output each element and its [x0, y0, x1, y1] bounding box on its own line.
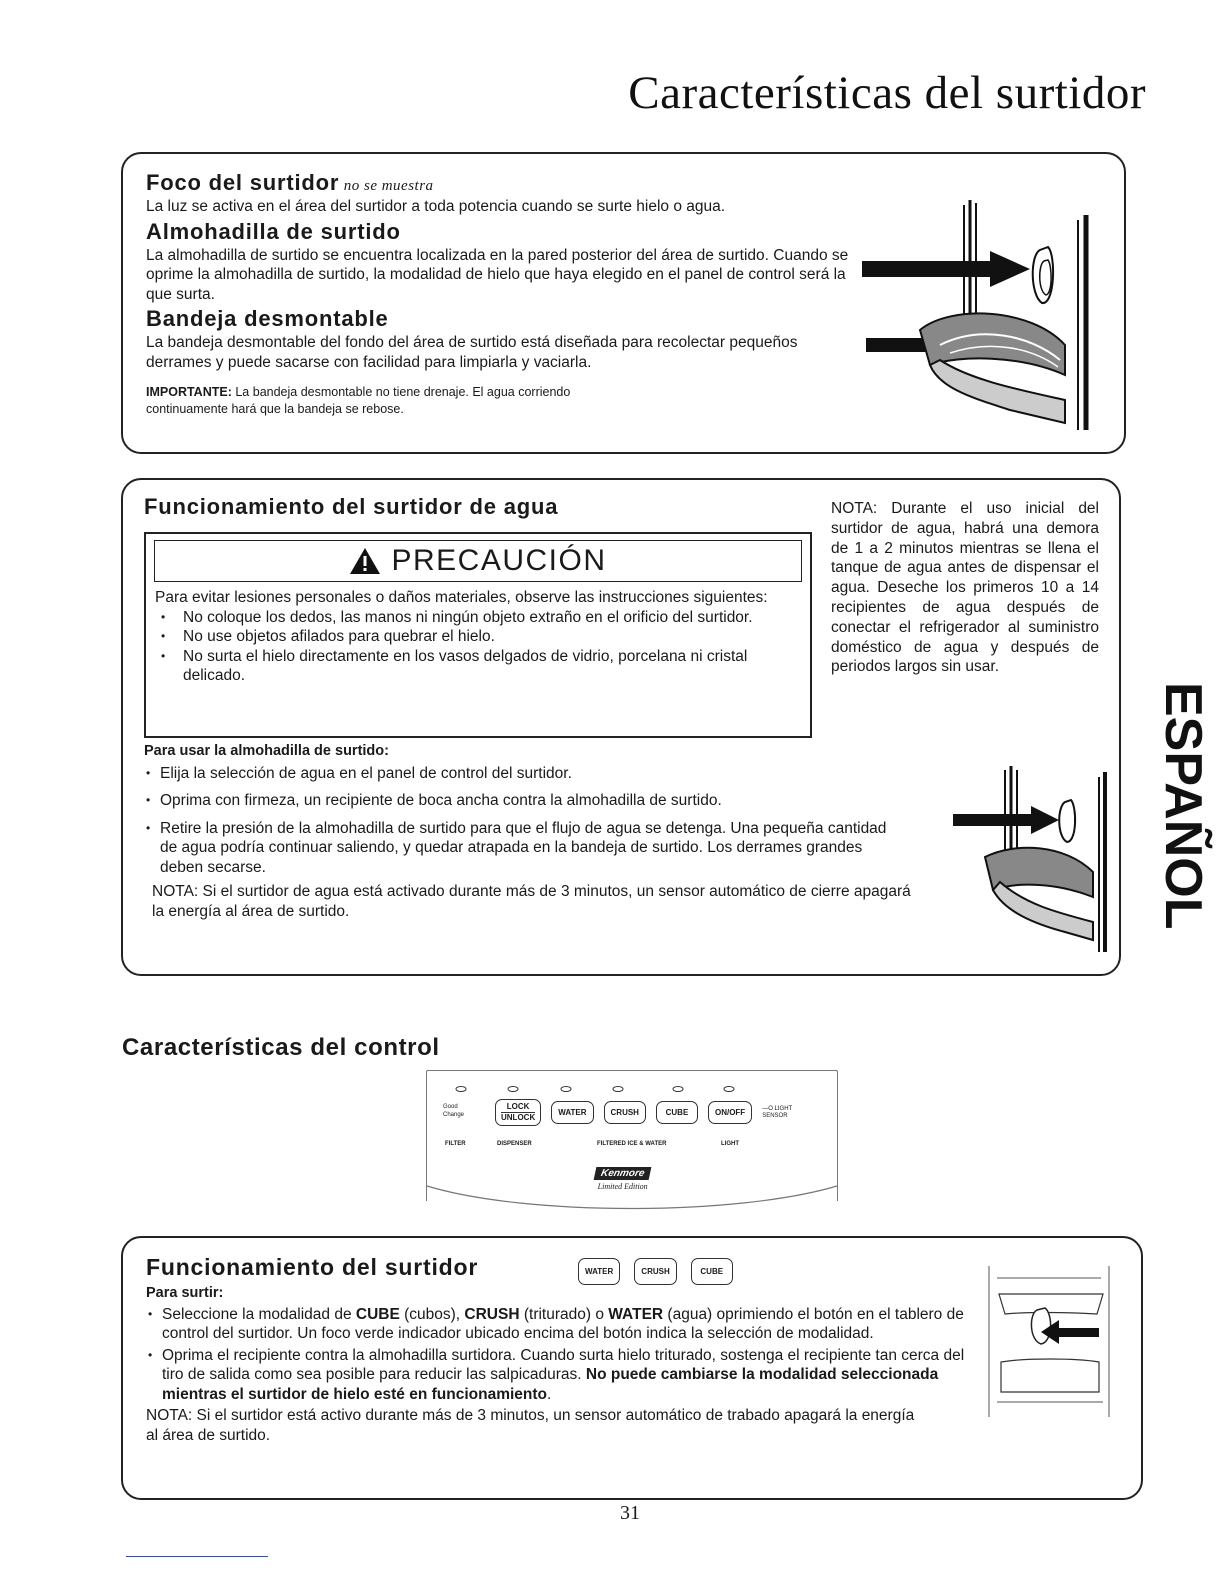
language-side-tab-text: ESPAÑOL — [1154, 682, 1212, 930]
nota3 — [146, 1406, 926, 1445]
nota2 — [144, 882, 914, 921]
caution-item: • No coloque los dedos, las manos ni ningún objeto extraño en el orificio del surtidor. — [155, 608, 807, 628]
dispenser-small-illustration-icon — [945, 762, 1115, 957]
cube-word: CUBE — [355, 1305, 400, 1323]
filtered-label: FILTERED ICE & WATER — [597, 1141, 667, 1147]
caution-item: • No use objetos afilados para quebrar el hielo. — [155, 627, 807, 647]
footer-rule — [126, 1556, 268, 1557]
indicator-lights — [453, 1083, 753, 1095]
brand-sub: Limited Edition — [597, 1182, 648, 1191]
water-word: WATER — [608, 1305, 664, 1323]
nota2-label: NOTA: — [152, 883, 199, 900]
filter-states — [443, 1103, 464, 1119]
crush-button[interactable]: CRUSH — [604, 1101, 646, 1124]
dispenser-label: DISPENSER — [497, 1141, 532, 1147]
text-run: (cubos), — [399, 1305, 465, 1323]
almohadilla-heading: Almohadilla de surtido — [146, 218, 401, 244]
water-mode-button[interactable]: WATER — [578, 1258, 620, 1285]
language-side-tab — [1136, 672, 1212, 930]
caution-title: PRECAUCIÓN — [391, 544, 607, 577]
foco-heading: Foco del surtidor — [146, 170, 340, 195]
foco-note: no se muestra — [343, 178, 434, 194]
unlock-label: UNLOCK — [501, 1113, 536, 1122]
brand-logo — [595, 1167, 650, 1191]
page-number: 31 — [620, 1502, 640, 1524]
dispenser-front-illustration-icon — [985, 1262, 1115, 1422]
lock-button[interactable] — [495, 1099, 541, 1126]
water-button[interactable]: WATER — [551, 1101, 593, 1124]
foco-heading-row — [146, 170, 856, 196]
nota2-text: Si el surtidor de agua está activado durante más de 3 minutos, un sensor automático de cierre apagará la energía al área de surtido. — [152, 883, 911, 920]
filter-good: Good — [443, 1104, 458, 1110]
surtir-list — [146, 1305, 966, 1405]
nota3-label: NOTA: — [146, 1407, 193, 1424]
nota3-text: Si el surtidor está activo durante más de 3 minutos, un sensor automático de trabado apagará la energía al área de surtido. — [146, 1407, 915, 1444]
cube-mode-button[interactable]: CUBE — [691, 1258, 733, 1285]
filter-change: Change — [443, 1112, 465, 1118]
bandeja-text: La bandeja desmontable del fondo del área de surtido está diseñada para recolectar pequeños derrames y puede sacarse con facilidad para limpiarla y vaciarla. — [146, 334, 798, 371]
on-off-button[interactable]: ON/OFF — [708, 1101, 752, 1124]
water-dispenser-heading: Funcionamiento del surtidor de agua — [144, 494, 559, 519]
lock-label: LOCK — [506, 1102, 530, 1111]
cube-button[interactable]: CUBE — [656, 1101, 698, 1124]
warning-triangle-icon — [349, 547, 381, 575]
control-panel — [426, 1070, 838, 1201]
para-surtir: Para surtir: — [146, 1285, 224, 1301]
importante-label: IMPORTANTE: — [146, 385, 232, 399]
surtir-item-1 — [146, 1305, 966, 1344]
caution-header — [154, 540, 802, 582]
nota-label: NOTA: — [831, 500, 878, 517]
almohadilla-text: La almohadilla de surtido se encuentra localizada en la pared posterior del área de surtido. Cuando se oprime la almohadilla de surtido, la modalidad de hielo que haya elegido en el panel de control será la que surta. — [146, 246, 849, 303]
light-sensor-icon: —O — [762, 1105, 775, 1112]
crush-mode-button[interactable]: CRUSH — [634, 1258, 676, 1285]
bold-warning: No puede cambiarse la modalidad seleccionada mientras el surtidor de hielo esté en funcionamiento — [162, 1366, 939, 1403]
usar-item: • Retire la presión de la almohadilla de surtido para que el flujo de agua se detenga. Una pequeña cantidad de agua podría continuar saliendo, y quedar atrapada en la bandeja de surtido. Los derrames grandes deben secarse. — [144, 819, 914, 878]
usar-list — [144, 764, 914, 878]
page-title: Características del surtidor — [628, 67, 1146, 119]
importante-note — [146, 384, 646, 418]
light-label: LIGHT — [721, 1141, 739, 1147]
dispenser-illustration-icon — [860, 195, 1100, 440]
text-run: Oprima el recipiente contra la almohadilla surtidora. Cuando surta hielo triturado, sostenga el recipiente tan cerca del tiro de salida como sea posible para reducir las salpicaduras. — [162, 1346, 965, 1383]
filter-label: FILTER — [445, 1141, 466, 1147]
caution-list — [155, 608, 807, 686]
crush-word: CRUSH — [464, 1305, 520, 1323]
text-run: (triturado) o — [519, 1305, 609, 1323]
importante-text: La bandeja desmontable no tiene drenaje. El agua corriendo continuamente hará que la bandeja se rebose. — [146, 385, 571, 416]
usar-item: • Elija la selección de agua en el panel de control del surtidor. — [144, 764, 914, 784]
light-sensor-label: LIGHT SENSOR — [762, 1105, 793, 1119]
usar-item: • Oprima con firmeza, un recipiente de boca ancha contra la almohadilla de surtido. — [144, 791, 914, 811]
text-run: . — [547, 1385, 552, 1403]
text-run: (agua) oprimiendo el botón en el tablero de control del surtidor. Un foco verde indicador ubicado encima del botón indica la selección de modalidad. — [162, 1305, 964, 1342]
text-run: Seleccione la modalidad de — [162, 1305, 356, 1323]
light-sensor — [762, 1106, 802, 1120]
surtir-item-2 — [146, 1346, 966, 1405]
control-heading: Características del control — [122, 1034, 440, 1061]
dispenser-operation-heading: Funcionamiento del surtidor — [146, 1254, 479, 1280]
nota-text: Durante el uso inicial del surtidor de agua, habrá una demora de 1 a 2 minutos mientras se llena el tanque de agua antes de dispensar el agua. Deseche los primeros 10 a 14 recipientes de agua después de conectar el refrigerador al suministro doméstico de agua y después de periodos largos sin usar. — [831, 500, 1099, 676]
nota-initial-use — [831, 499, 1099, 677]
caution-item: • No surta el hielo directamente en los vasos delgados de vidrio, porcelana ni cristal delicado. — [155, 647, 807, 686]
brand-name: Kenmore — [594, 1167, 652, 1180]
usar-heading: Para usar la almohadilla de surtido: — [144, 743, 389, 759]
foco-text: La luz se activa en el área del surtidor a toda potencia cuando se surte hielo o agua. — [146, 198, 726, 215]
mode-buttons — [578, 1258, 733, 1285]
caution-intro: Para evitar lesiones personales o daños materiales, observe las instrucciones siguientes: — [155, 589, 768, 606]
bandeja-heading: Bandeja desmontable — [146, 306, 389, 331]
